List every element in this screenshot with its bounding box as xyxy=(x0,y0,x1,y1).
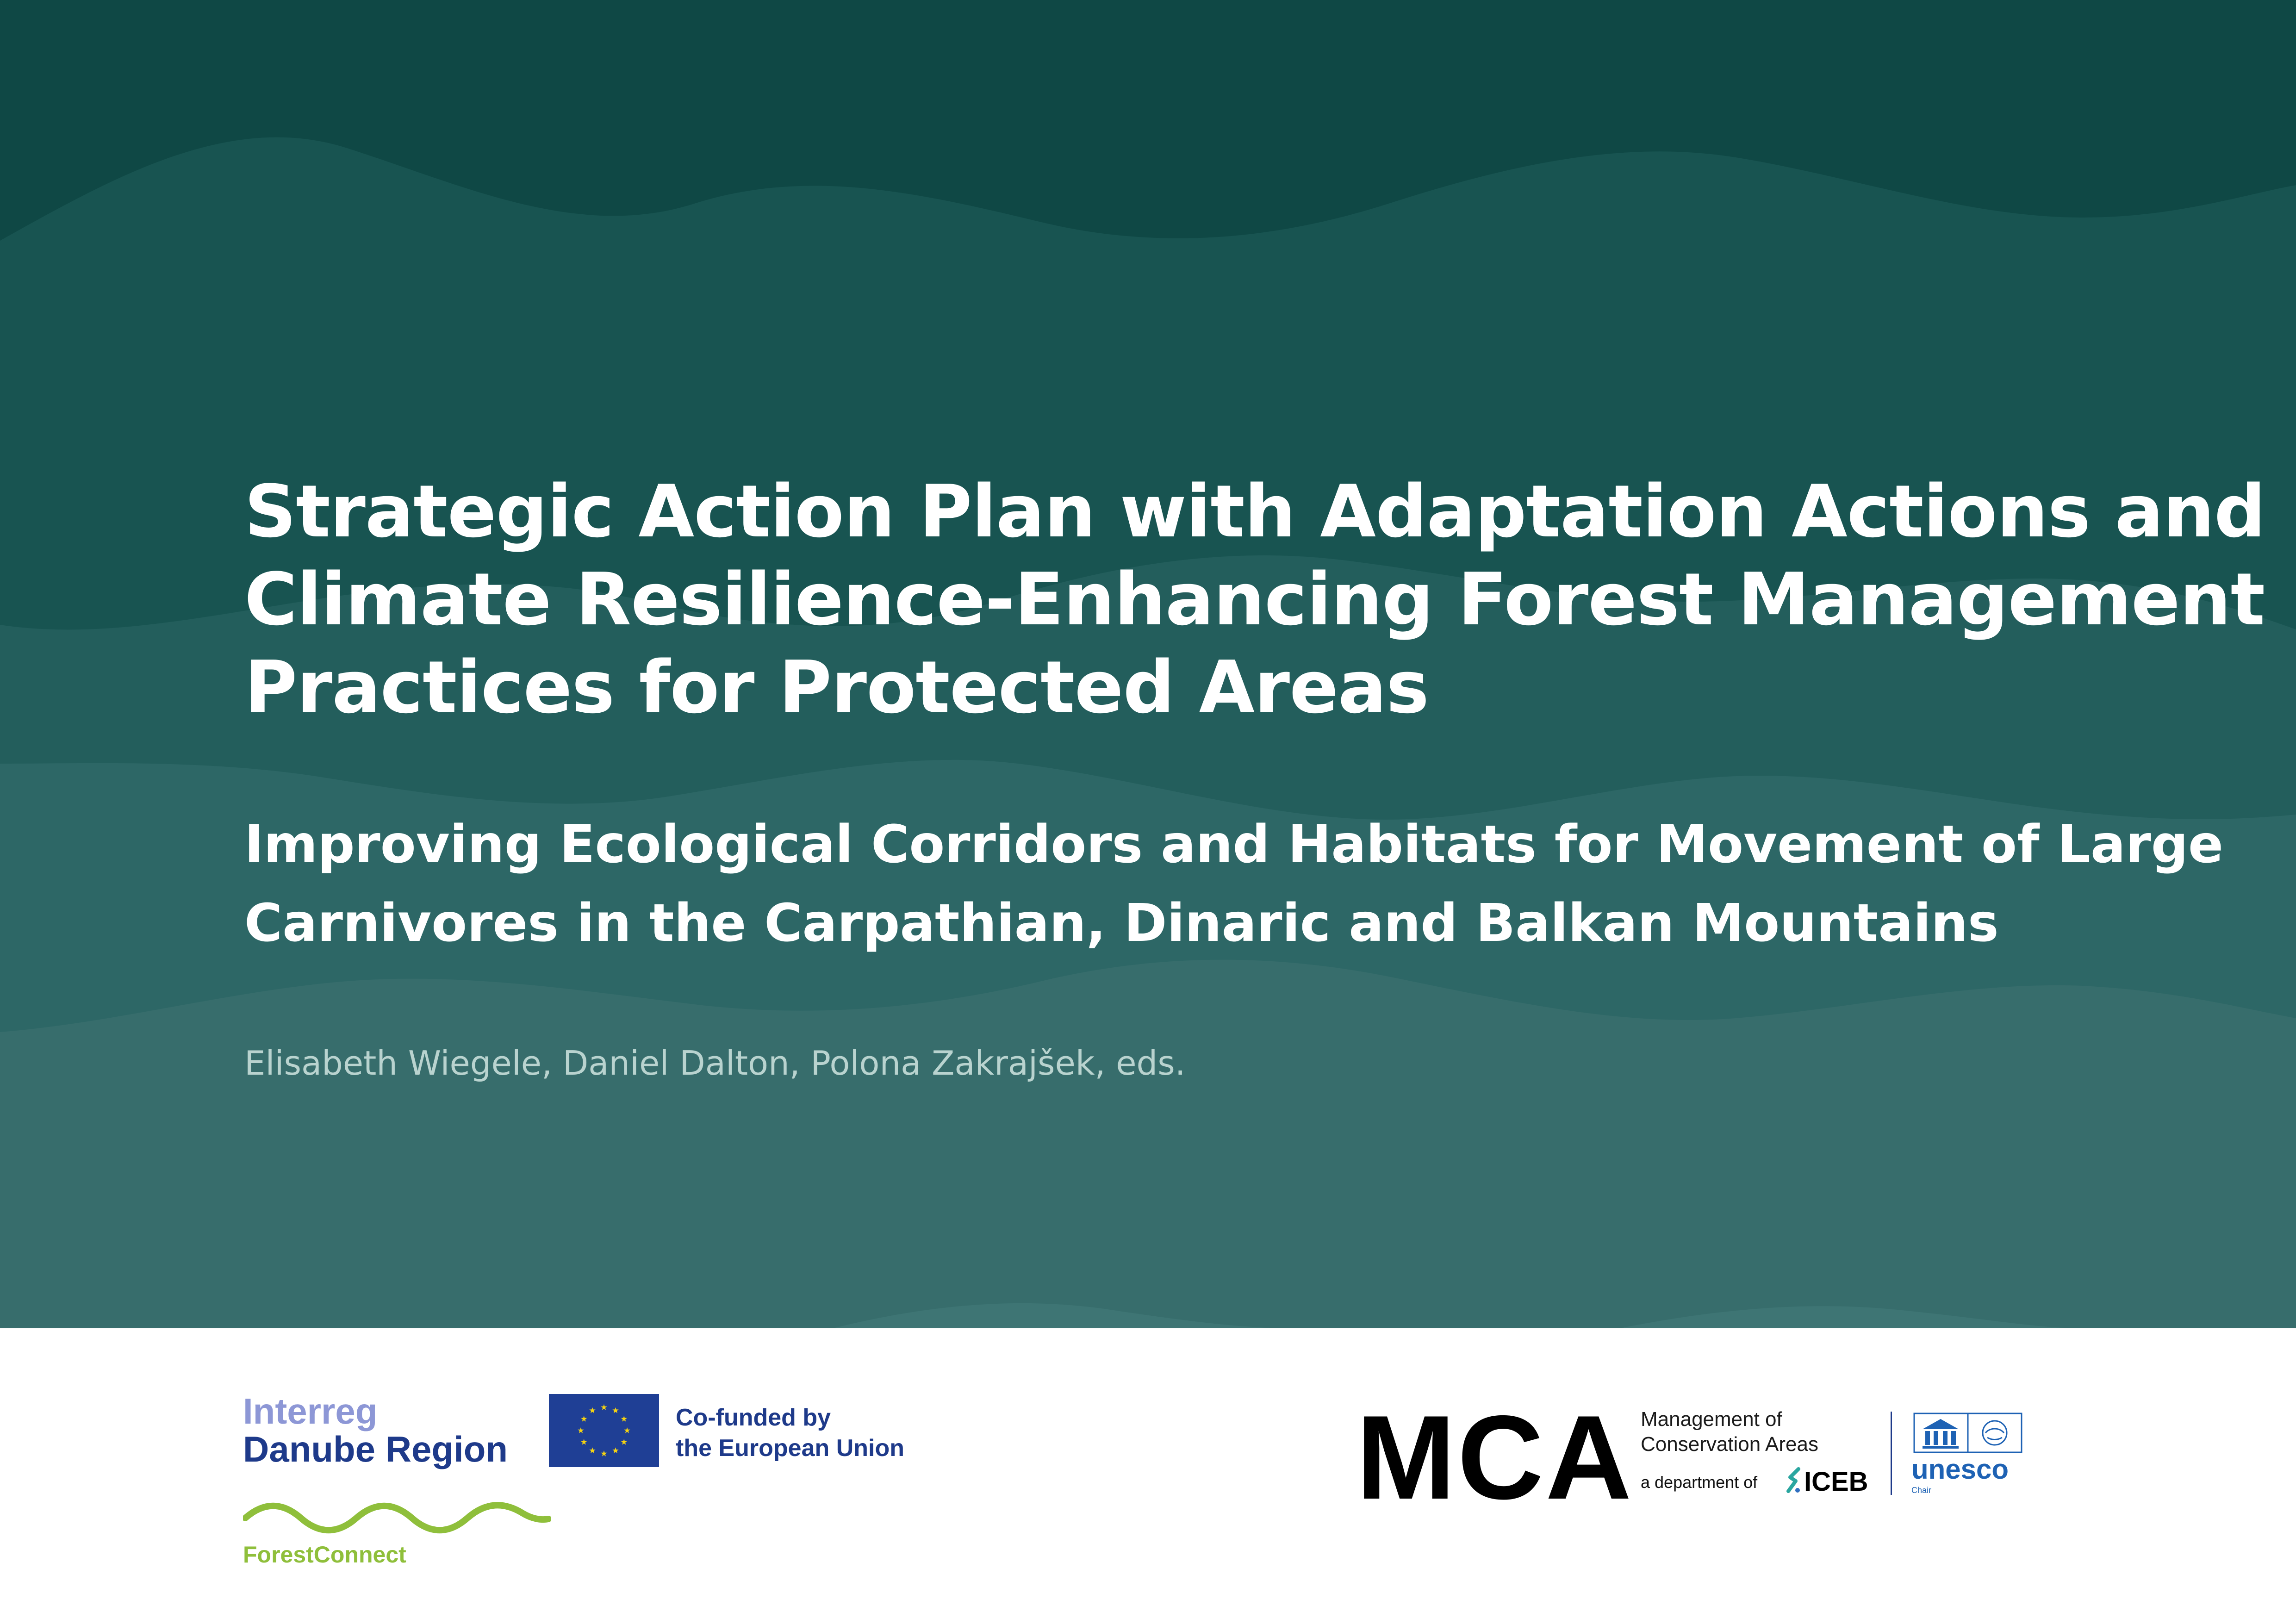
mca-logo: MCA xyxy=(1356,1390,1634,1524)
cofunded-text xyxy=(676,1402,904,1463)
interreg-line2: Danube Region xyxy=(243,1429,508,1469)
subtitle-line: Improving Ecological Corridors and Habitats for Movement of Large xyxy=(244,815,2223,875)
forestconnect-label: ForestConnect xyxy=(243,1542,406,1568)
main-title-line: Strategic Action Plan with Adaptation Actions and xyxy=(244,469,2265,554)
main-title xyxy=(244,467,2265,731)
cofunded-line1: Co-funded by xyxy=(676,1404,831,1431)
iceb-mark-icon xyxy=(1786,1467,1802,1494)
unesco-chair-label: Chair xyxy=(1911,1486,1932,1495)
iceb-logo: ICEB xyxy=(1804,1467,1868,1497)
mca-description xyxy=(1641,1407,1818,1457)
logo-divider xyxy=(1891,1412,1892,1495)
subtitle xyxy=(244,805,2223,963)
interreg-logo xyxy=(243,1393,508,1467)
footer-logos xyxy=(0,1328,2296,1618)
main-title-line: Practices for Protected Areas xyxy=(244,645,1429,729)
mca-desc-line1: Management of xyxy=(1641,1408,1782,1431)
eu-flag-icon xyxy=(549,1394,659,1467)
department-prefix: a department of xyxy=(1641,1473,1758,1492)
title-block xyxy=(244,467,2265,953)
subtitle-line: Carnivores in the Carpathian, Dinaric and Balkan Mountains xyxy=(244,893,1999,953)
unesco-logo: unesco xyxy=(1911,1454,2009,1485)
forestconnect-wave-icon xyxy=(243,1500,551,1537)
mca-desc-line2: Conservation Areas xyxy=(1641,1433,1818,1456)
cofunded-line2: the European Union xyxy=(676,1435,904,1462)
editors: Elisabeth Wiegele, Daniel Dalton, Polona Zakrajšek, eds. xyxy=(244,1044,1186,1083)
band-5 xyxy=(0,960,2296,1328)
interreg-line1: Interreg xyxy=(243,1391,378,1431)
main-title-line: Climate Resilience-Enhancing Forest Management xyxy=(244,557,2265,641)
unesco-temple-icon xyxy=(1913,1413,2022,1453)
